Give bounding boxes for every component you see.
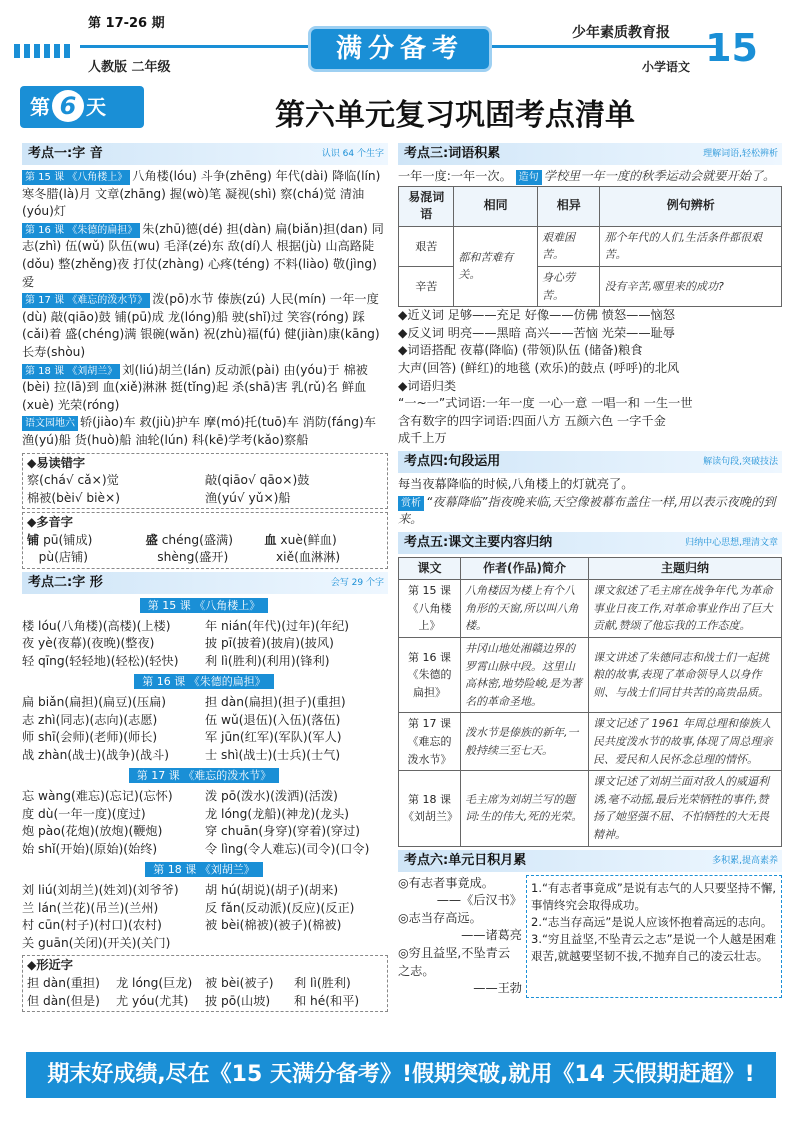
poly-item [146, 532, 265, 567]
k2-header [22, 572, 388, 594]
shangxi-text: “夜幕降临”指夜晚来临,天空像被幕布盖住一样,用以表示夜晚的到来。 [398, 494, 776, 527]
k3-intro-text: 一年一度:一年一次。 [398, 169, 512, 183]
poly-a: xuè(鲜血) [280, 532, 337, 547]
k6-tip: 多积累,提高素养 [712, 855, 778, 866]
left-column [22, 140, 388, 1015]
k1-line [22, 221, 388, 291]
td: 课文讲述了朱德同志和战士们一起挑粮的故事,表现了革命领导人以身作则、与战士们同甘共苦的高贵品质。 [589, 638, 782, 713]
th: 主题归纳 [589, 557, 782, 580]
k1-text: 泼(pō)水节 傣族(zú) 人民(mín) 一年一度(dù) 敲(qiāo)鼓 铺(pū)成 龙(lóng)船 驶(shǐ)过 笑容(róng) 踩(cǎi)着 盛(chéng)满 银碗(wǎn) 祝(zhù)福(fú) 健(jiàn)康(kāng) 长寿(shòu) [22, 292, 380, 359]
day-badge [20, 86, 144, 128]
lesson-tag: 第 18 课 《刘胡兰》 [145, 862, 263, 877]
day-bar [0, 86, 800, 132]
th: 作者(作品)简介 [461, 557, 589, 580]
classification-2: 含有数字的四字词语:四面八方 五颜六色 一字千金 [398, 413, 666, 428]
poly-char: 血 [264, 532, 277, 547]
easy-item: 敲(qiāo√ qāo×)鼓 [205, 473, 310, 488]
k2-tip: 会写 29 个字 [330, 578, 384, 589]
word-group: 年 nián(年代)(过年)(年纪) [205, 618, 350, 633]
k1-line [22, 414, 388, 449]
k5-tip: 归纳中心思想,理清文章 [685, 537, 778, 548]
k5-title: 考点五:课文主要内容归纳 [404, 534, 553, 550]
word-group: 轻 qīng(轻轻地)(轻松)(轻快) [22, 653, 179, 668]
polyphone-box [22, 512, 388, 569]
k1-lines [22, 168, 388, 450]
poly-char: 盛 [145, 532, 158, 547]
easy-misread-box [22, 453, 388, 510]
th: 相异 [537, 186, 600, 226]
k4-title: 考点四:句段运用 [404, 453, 501, 469]
near-item: 尤 yóu(尤其) [116, 993, 189, 1008]
k5-header [398, 532, 782, 554]
td: 课文记述了 1961 年周总理和傣族人民共度泼水节的故事,体现了周总理亲民、爱民和人民怀念总理的情怀。 [589, 713, 782, 771]
k2-title: 考点二:字 形 [28, 575, 103, 591]
lesson-tag: 第 15 课 《八角楼上》 [140, 598, 269, 613]
word-group: 令 lìng(令人难忘)(司令)(口令) [205, 841, 370, 856]
k1-line [22, 168, 388, 221]
k4-tip: 解读句段,突破技法 [703, 456, 778, 467]
td: 艰难困苦。 [537, 226, 600, 266]
classification-1: “一~一”式词语:一年一度 一心一意 一唱一和 一生一世 [398, 396, 693, 411]
th: 相同 [454, 186, 538, 226]
near-pair [116, 975, 205, 1010]
shangxi-tag: 赏析 [398, 496, 424, 511]
word-group: 龙 lóng(龙船)(神龙)(龙头) [205, 806, 350, 821]
k4-analysis [398, 494, 782, 529]
quotes [398, 875, 782, 998]
k6-title: 考点六:单元日积月累 [404, 852, 527, 868]
quote-note: 2.“志当存高远”是说人应该怀抱着高远的志向。 [531, 914, 773, 929]
footer-banner: 期末好成绩,尽在《15 天满分备考》!假期突破,就用《14 天假期赶超》! [26, 1052, 776, 1098]
word-group: 利 lì(胜利)(利用)(锋利) [205, 653, 330, 668]
poly-char: 铺 [27, 532, 40, 547]
issue-number: 第 17-26 期 [88, 16, 165, 31]
collocations: ◆词语搭配 夜幕(降临) (带领)队伍 (储备)粮食 [398, 343, 643, 358]
lesson-tag: 第 16 课 《朱德的扁担》 [22, 223, 140, 238]
word-group: 师 shī(会师)(老师)(师长) [22, 730, 158, 745]
td: 第 17 课《难忘的泼水节》 [399, 713, 461, 771]
day-number: 6 [52, 90, 84, 122]
near-title: ◆形近字 [27, 958, 73, 973]
k1-line [22, 291, 388, 361]
poly-b: shèng(盛开) [157, 550, 229, 565]
lesson-tag: 第 17 课 《难忘的泼水节》 [22, 293, 150, 308]
header-stripes [14, 44, 74, 58]
edition: 人教版 二年级 [88, 60, 171, 75]
near-item: 被 bèi(被子) [205, 975, 274, 990]
td: 课文记述了刘胡兰面对敌人的威逼利诱,毫不动摇,最后光荣牺牲的事件,赞扬了她坚强不屈、不怕牺牲的大无畏精神。 [589, 771, 782, 846]
td: 艰苦 [399, 226, 454, 266]
near-item: 和 hé(和平) [294, 993, 360, 1008]
word-group: 炮 pào(花炮)(放炮)(鞭炮) [22, 824, 163, 839]
k1-line [22, 362, 388, 415]
td: 第 16 课《朱德的扁担》 [399, 638, 461, 713]
quote: ◎穷且益坚,不坠青云之志。 [398, 945, 511, 978]
word-group: 胡 hú(胡说)(胡子)(胡来) [205, 882, 339, 897]
word-group: 志 zhì(同志)(志向)(志愿) [22, 712, 158, 727]
classification-3: 成千上万 [398, 431, 447, 446]
subject: 小学语文 [641, 60, 690, 74]
antonyms: ◆反义词 明亮——黑暗 高兴——苦恼 光荣——耻辱 [398, 325, 675, 340]
word-group: 战 zhàn(战士)(战争)(战斗) [22, 747, 170, 762]
word-group: 披 pī(披着)(披肩)(披风) [205, 636, 334, 651]
lesson-tag: 第 15 课 《八角楼上》 [22, 170, 130, 185]
word-group: 反 fǎn(反动派)(反应)(反正) [205, 900, 355, 915]
word-group: 伍 wǔ(退伍)(入伍)(落伍) [205, 712, 341, 727]
confusing-words-table [398, 186, 782, 308]
th: 课文 [399, 557, 461, 580]
lesson-tag: 第 18 课 《刘胡兰》 [22, 364, 120, 379]
word-group: 兰 lán(兰花)(吊兰)(兰州) [22, 900, 159, 915]
near-item: 担 dàn(重担) [27, 975, 100, 990]
td: 没有辛苦,哪里来的成功? [600, 266, 782, 306]
td: 身心劳苦。 [537, 266, 600, 306]
quote-note: 1.“有志者事竟成”是说有志气的人只要坚持不懈,事情终究会取得成功。 [531, 880, 777, 912]
td: 课文叙述了毛主席在战争年代,为革命事业日夜工作,对革命事业作出了巨大贡献,赞颂了他忘我的工作态度。 [589, 580, 782, 638]
quote-list [398, 875, 526, 998]
quote-author: ——诸葛亮 [461, 928, 522, 943]
lesson-tag: 语文园地六 [22, 416, 78, 431]
k4-sentence: 每当夜幕降临的时候,八角楼上的灯就亮了。 [398, 476, 634, 491]
poly-item [27, 532, 146, 567]
td: 第 18 课《刘胡兰》 [399, 771, 461, 846]
td: 辛苦 [399, 266, 454, 306]
poly-b: pù(店铺) [38, 550, 88, 565]
poly-item [264, 532, 383, 567]
td: 八角楼因为楼上有个八角形的天窗,所以叫八角楼。 [461, 580, 589, 638]
word-group [205, 935, 388, 953]
quote-author: ——王勃 [473, 981, 522, 996]
word-group: 穿 chuān(身穿)(穿着)(穿过) [205, 824, 361, 839]
word-group: 村 cūn(村子)(村口)(农村) [22, 918, 162, 933]
k1-text: 刘(liú)胡兰(lán) 反动派(pài) 由(yóu)于 棉被(bèi) 拉(lā)到 血(xiě)淋淋 挺(tǐng)起 杀(shā)害 乳(rǔ)名 鲜血(xuè) 光荣(róng) [22, 362, 368, 412]
page-header [0, 0, 800, 82]
word-group: 泼 pō(泼水)(泼洒)(活泼) [205, 789, 338, 803]
poly-b: xiě(血淋淋) [275, 550, 341, 565]
td: 都和苦难有关。 [454, 226, 538, 306]
word-group: 扁 biǎn(扁担)(扁豆)(压扁) [22, 695, 167, 710]
lesson-tag: 第 17 课 《难忘的泼水节》 [129, 768, 280, 783]
k1-tip: 认识 64 个生字 [321, 149, 384, 159]
poly-title: ◆多音字 [27, 515, 73, 530]
word-group: 度 dù(一年一度)(度过) [22, 806, 146, 821]
near-item: 披 pō(山坡) [205, 993, 271, 1008]
k3-intro [398, 168, 782, 186]
summary-table [398, 557, 782, 847]
k1-text: 朱(zhū)德(dé) 担(dàn) 扁(biǎn)担(dan) 同志(zhì) 伍(wǔ) 队伍(wu) 毛泽(zé)东 敌(dí)人 根据(jù) 山高路陡(dǒu) 整(zhěng)夜 打仗(zhàng) 心疼(téng) 不料(liào) 敬(jìng)爱 [22, 221, 384, 289]
word-group: 被 bèi(棉被)(被子)(棉被) [205, 918, 342, 933]
synonyms: ◆近义词 足够——充足 好像——仿佛 愤怒——恼怒 [398, 308, 675, 323]
word-group: 担 dàn(扁担)(担子)(重担) [205, 695, 346, 710]
zaoju-text: 学校里一年一度的秋季运动会就要开始了。 [543, 169, 776, 183]
near-form-box [22, 955, 388, 1012]
quote-note: 3.“穷且益坚,不坠青云之志”是说一个人越是困难艰苦,就越要坚韧不拔,不抛弃自己的凌云壮志。 [531, 931, 777, 963]
quote-notes [526, 875, 782, 998]
word-group: 夜 yè(夜幕)(夜晚)(整夜) [22, 636, 155, 651]
page-title: 第六单元复习巩固考点清单 [275, 98, 635, 133]
collocations-2: 大声(回答) (鲜红)的地毯 (欢乐)的鼓点 (呼呼)的北风 [398, 360, 680, 375]
k3-tip: 理解词语,轻松辨析 [703, 149, 778, 159]
near-pair [27, 975, 116, 1010]
word-group: 军 jūn(红军)(军队)(军人) [205, 730, 342, 745]
easy-title: ◆易读错字 [27, 455, 86, 470]
right-column [398, 140, 782, 998]
brand-logo [308, 26, 492, 72]
near-pair [294, 975, 383, 1010]
word-group: 刘 liú(刘胡兰)(姓刘)(刘爷爷) [22, 882, 179, 897]
brand-text: 满分备考 [335, 34, 464, 64]
word-group: 楼 lóu(八角楼)(高楼)(上楼) [22, 618, 171, 633]
zaoju-tag: 造句 [516, 170, 542, 185]
td: 第 15 课《八角楼上》 [399, 580, 461, 638]
td: 井冈山地处湘赣边界的罗霄山脉中段。这里山高林密,地势险峻,是为著名的革命圣地。 [461, 638, 589, 713]
k1-text: 轿(jiào)车 救(jiù)护车 摩(mó)托(tuō)车 消防(fáng)车 渔(yú)船 货(huò)船 油轮(lún) 科(kē)学考(kǎo)察船 [22, 415, 376, 447]
td: 泼水节是傣族的新年,一般持续三至七天。 [461, 713, 589, 771]
easy-item: 棉被(bèi√ biè×) [27, 490, 120, 505]
quote: ◎有志者事竟成。 [398, 875, 494, 890]
k3-title: 考点三:词语积累 [404, 146, 501, 161]
k3-header [398, 143, 782, 165]
poly-a: chéng(盛满) [161, 532, 234, 547]
th: 易混词语 [399, 186, 454, 226]
td: 毛主席为刘胡兰写的题词:生的伟大,死的光荣。 [461, 771, 589, 846]
day-pre: 第 [30, 95, 50, 119]
near-pair [205, 975, 294, 1010]
near-item: 但 dàn(但是) [27, 993, 100, 1008]
page-number: 15 [705, 26, 758, 70]
k1-title: 考点一:字 音 [28, 146, 103, 161]
word-group: 关 guān(关闭)(开关)(关门) [22, 935, 171, 950]
word-group: 忘 wàng(难忘)(忘记)(忘怀) [22, 789, 173, 803]
quote-author: ——《后汉书》 [436, 893, 522, 908]
k1-header [22, 143, 388, 165]
word-group: 士 shì(战士)(士兵)(士气) [205, 747, 341, 762]
near-item: 利 lì(胜利) [294, 975, 351, 990]
k4-header [398, 451, 782, 473]
td: 那个年代的人们,生活条件都很艰苦。 [600, 226, 782, 266]
quote: ◎志当存高远。 [398, 910, 482, 925]
near-item: 龙 lóng(巨龙) [116, 975, 193, 990]
classification: ◆词语归类 [398, 378, 457, 393]
k1-text: 八角楼(lóu) 斗争(zhēng) 年代(dài) 降临(lín) 寒冬腊(là)月 文章(zhāng) 握(wò)笔 凝视(shì) 察(chá)觉 清油(yóu)灯 [22, 169, 381, 219]
k6-header [398, 850, 782, 872]
easy-item: 察(chá√ cǎ×)觉 [27, 473, 119, 488]
lesson-tag: 第 16 课 《朱德的扁担》 [134, 674, 274, 689]
poly-a: pū(铺成) [43, 532, 93, 547]
day-post: 天 [86, 95, 106, 119]
word-group: 始 shǐ(开始)(原始)(始终) [22, 841, 158, 856]
th: 例句辨析 [600, 186, 782, 226]
easy-item: 渔(yú√ yǔ×)船 [205, 490, 291, 505]
paper-name: 少年素质教育报 [572, 25, 670, 41]
